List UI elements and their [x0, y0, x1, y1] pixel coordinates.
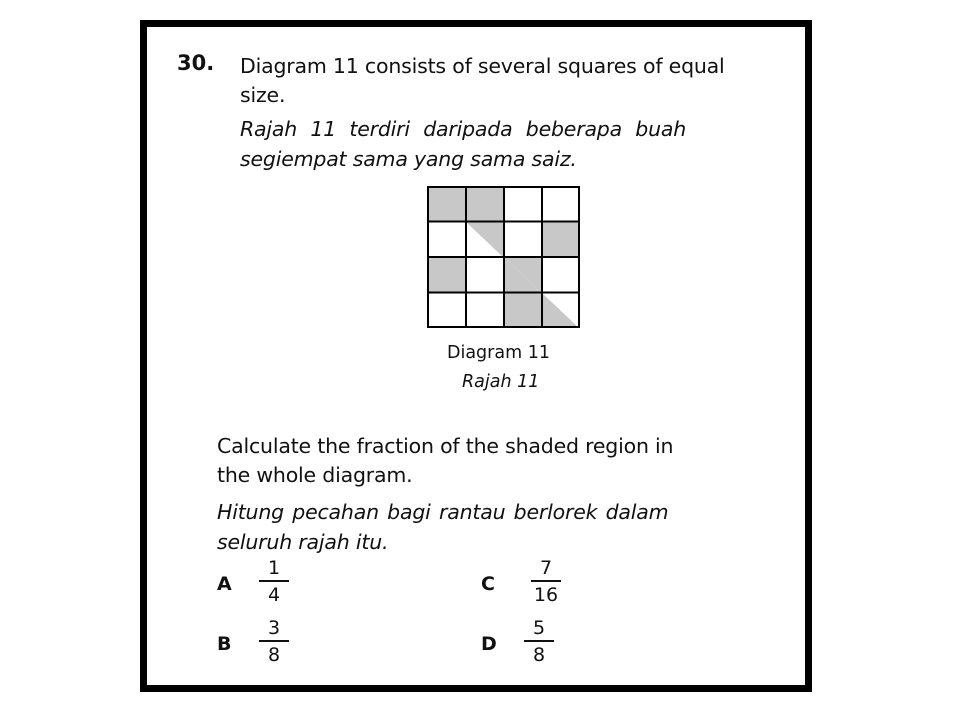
diagram-caption-malay: Rajah 11 [462, 372, 540, 392]
option-a-fraction[interactable] [259, 557, 289, 606]
prompt-text-malay-cont: seluruh rajah itu. [217, 530, 389, 554]
prompt-text-english: Calculate the fraction of the shaded region in [217, 434, 674, 458]
question-text-english-cont: size. [240, 83, 286, 107]
shaded-triangle-top-left [427, 186, 465, 221]
prompt-text-english-cont: the whole diagram. [217, 463, 413, 487]
question-number: 30. [177, 51, 215, 75]
shaded-square-right [541, 221, 579, 257]
option-d-fraction[interactable] [524, 617, 554, 666]
shaded-triangle-upper [465, 221, 503, 257]
option-c-fraction[interactable] [531, 557, 561, 606]
squares-diagram [427, 186, 581, 328]
fraction-bar [259, 580, 289, 582]
shaded-square-left [427, 257, 465, 292]
option-b-numerator: 3 [267, 617, 281, 639]
option-a-letter[interactable]: A [217, 573, 232, 595]
option-c-letter[interactable]: C [481, 573, 495, 595]
option-d-denominator: 8 [532, 644, 546, 666]
question-text-malay: Rajah 11 terdiri daripada beberapa buah [240, 117, 687, 141]
option-b-letter[interactable]: B [217, 633, 232, 655]
option-c-numerator: 7 [539, 557, 553, 579]
option-b-denominator: 8 [267, 644, 281, 666]
option-c-denominator: 16 [533, 584, 559, 606]
shaded-square-center [503, 292, 541, 328]
option-a-numerator: 1 [267, 557, 281, 579]
question-text-malay-cont: segiempat sama yang sama saiz. [240, 147, 577, 171]
option-a-denominator: 4 [267, 584, 281, 606]
option-d-numerator: 5 [532, 617, 546, 639]
question-text-english: Diagram 11 consists of several squares of equal [240, 54, 725, 78]
shaded-strip-top [465, 186, 503, 221]
option-d-letter[interactable]: D [481, 633, 497, 655]
option-b-fraction[interactable] [259, 617, 289, 666]
fraction-bar [531, 580, 561, 582]
fraction-bar [259, 640, 289, 642]
prompt-text-malay: Hitung pecahan bagi rantau berlorek dalam [217, 500, 669, 524]
shaded-triangle-lower [541, 292, 579, 328]
fraction-bar [524, 640, 554, 642]
diagram-caption-english: Diagram 11 [447, 343, 550, 363]
